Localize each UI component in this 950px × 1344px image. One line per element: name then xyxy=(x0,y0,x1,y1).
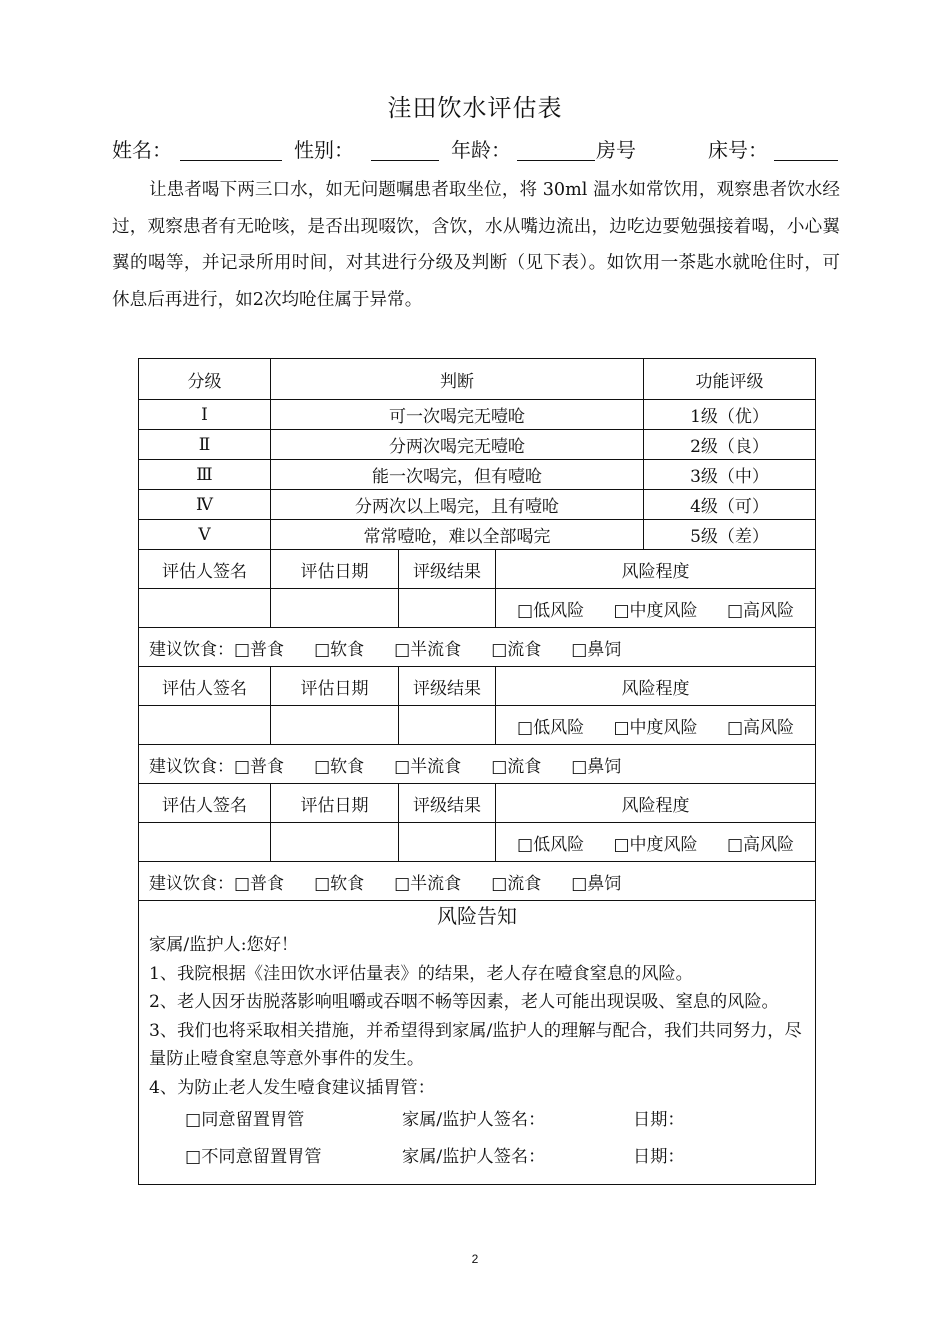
rating-result-header: 评级结果 xyxy=(399,667,496,706)
diet-regular-checkbox[interactable]: □普食 xyxy=(234,873,285,894)
evaluator-signature-header: 评估人签名 xyxy=(139,784,271,823)
date-label: 日期： xyxy=(633,1147,685,1167)
diet-semi-liquid-checkbox[interactable]: □半流食 xyxy=(394,639,462,660)
room-label: 房号 xyxy=(596,138,636,162)
age-label: 年龄： xyxy=(451,138,511,162)
header-function-rating: 功能评级 xyxy=(644,359,816,400)
header-judgment: 判断 xyxy=(271,359,644,400)
grade-cell: Ⅰ xyxy=(139,400,271,430)
high-risk-checkbox[interactable]: □高风险 xyxy=(726,717,795,738)
grading-row xyxy=(139,400,816,430)
diet-recommendation-row xyxy=(139,628,816,667)
risk-level-header: 风险程度 xyxy=(496,784,816,823)
risk-notice-row xyxy=(139,901,816,1185)
low-risk-checkbox[interactable]: □低风险 xyxy=(517,600,585,621)
rating-result-header: 评级结果 xyxy=(399,550,496,589)
evaluation-date-field[interactable] xyxy=(271,823,399,862)
evaluator-signature-header: 评估人签名 xyxy=(139,667,271,706)
grading-row xyxy=(139,430,816,460)
judgment-cell: 分两次喝完无噎呛 xyxy=(271,430,644,460)
notice-item: 4、为防止老人发生噎食建议插胃管： xyxy=(149,1077,435,1098)
evaluator-signature-field[interactable] xyxy=(139,823,271,862)
grade-cell: Ⅱ xyxy=(139,430,271,460)
bed-label: 床号： xyxy=(708,138,768,162)
diet-label: 建议饮食： xyxy=(149,756,234,777)
grade-cell: Ⅲ xyxy=(139,460,271,490)
assessment-table xyxy=(138,358,816,1185)
risk-level-header: 风险程度 xyxy=(496,550,816,589)
header-grade: 分级 xyxy=(139,359,271,400)
grading-row xyxy=(139,460,816,490)
diet-soft-checkbox[interactable]: □软食 xyxy=(314,873,365,894)
evaluation-entry-row xyxy=(139,706,816,745)
medium-risk-checkbox[interactable]: □中度风险 xyxy=(613,834,698,855)
low-risk-checkbox[interactable]: □低风险 xyxy=(517,834,585,855)
diet-recommendation-cell xyxy=(139,745,816,784)
risk-level-header: 风险程度 xyxy=(496,667,816,706)
evaluation-date-header: 评估日期 xyxy=(271,550,399,589)
diet-recommendation-row xyxy=(139,745,816,784)
grade-cell: Ⅳ xyxy=(139,490,271,520)
consent-row-agree xyxy=(149,1102,805,1139)
judgment-cell: 分两次以上喝完，且有噎呛 xyxy=(271,490,644,520)
diet-nasal-feeding-checkbox[interactable]: □鼻饲 xyxy=(571,756,622,777)
diet-regular-checkbox[interactable]: □普食 xyxy=(234,639,285,660)
diet-soft-checkbox[interactable]: □软食 xyxy=(314,639,365,660)
diet-soft-checkbox[interactable]: □软食 xyxy=(314,756,365,777)
medium-risk-checkbox[interactable]: □中度风险 xyxy=(613,717,698,738)
risk-notice-title: 风险告知 xyxy=(437,904,518,928)
diet-nasal-feeding-checkbox[interactable]: □鼻饲 xyxy=(571,639,622,660)
notice-item: 2、老人因牙齿脱落影响咀嚼或吞咽不畅等因素，老人可能出现误吸、窒息的风险。 xyxy=(149,992,779,1012)
evaluation-entry-row xyxy=(139,823,816,862)
evaluator-signature-field[interactable] xyxy=(139,589,271,628)
notice-greeting: 家属/监护人:您好！ xyxy=(149,935,299,955)
medium-risk-checkbox[interactable]: □中度风险 xyxy=(613,600,698,621)
grading-row xyxy=(139,520,816,550)
diet-recommendation-cell xyxy=(139,628,816,667)
age-field[interactable] xyxy=(517,160,595,161)
diet-label: 建议饮食： xyxy=(149,639,234,660)
instructions-paragraph: 让患者喝下两三口水，如无问题嘱患者取坐位，将 30ml 温水如常饮用，观察患者饮水经过，观察患者有无呛咳，是否出现啜饮，含饮，水从嘴边流出，边吃边要勉强接着喝，小心翼翼的喝等，并记录所用时间，对其进行分级及判断（见下表）。如饮用一茶匙水就呛住时，可休息后再进行，如2次均呛住属于异常。 xyxy=(112,180,840,310)
diet-regular-checkbox[interactable]: □普食 xyxy=(234,756,285,777)
high-risk-checkbox[interactable]: □高风险 xyxy=(726,600,795,621)
diet-liquid-checkbox[interactable]: □流食 xyxy=(491,873,542,894)
rating-cell: 1级（优） xyxy=(644,400,816,430)
grading-header-row xyxy=(139,359,816,400)
diet-liquid-checkbox[interactable]: □流食 xyxy=(491,639,542,660)
risk-notice-cell xyxy=(139,901,816,1185)
diet-recommendation-row xyxy=(139,862,816,901)
evaluation-date-header: 评估日期 xyxy=(271,784,399,823)
risk-level-options xyxy=(496,823,816,862)
evaluator-signature-header: 评估人签名 xyxy=(139,550,271,589)
diet-semi-liquid-checkbox[interactable]: □半流食 xyxy=(394,873,462,894)
name-field[interactable] xyxy=(180,160,282,161)
page-title: 洼田饮水评估表 xyxy=(387,94,563,122)
diet-recommendation-cell xyxy=(139,862,816,901)
page-number: 2 xyxy=(471,1252,479,1266)
evaluation-header-row xyxy=(139,667,816,706)
high-risk-checkbox[interactable]: □高风险 xyxy=(726,834,795,855)
bed-field[interactable] xyxy=(774,160,838,161)
evaluation-header-row xyxy=(139,784,816,823)
rating-result-header: 评级结果 xyxy=(399,784,496,823)
disagree-tube-checkbox[interactable]: □不同意留置胃管 xyxy=(185,1147,322,1167)
rating-result-field[interactable] xyxy=(399,706,496,745)
notice-item: 1、我院根据《洼田饮水评估量表》的结果，老人存在噎食窒息的风险。 xyxy=(149,963,693,984)
rating-result-field[interactable] xyxy=(399,589,496,628)
evaluation-date-field[interactable] xyxy=(271,589,399,628)
name-label: 姓名： xyxy=(112,138,172,162)
low-risk-checkbox[interactable]: □低风险 xyxy=(517,717,585,738)
evaluation-date-header: 评估日期 xyxy=(271,667,399,706)
risk-level-options xyxy=(496,706,816,745)
judgment-cell: 可一次喝完无噎呛 xyxy=(271,400,644,430)
patient-info-line xyxy=(112,134,842,164)
agree-tube-checkbox[interactable]: □同意留置胃管 xyxy=(185,1110,305,1130)
evaluation-entry-row xyxy=(139,589,816,628)
date-label: 日期： xyxy=(633,1110,685,1130)
rating-cell: 5级（差） xyxy=(644,520,816,550)
diet-semi-liquid-checkbox[interactable]: □半流食 xyxy=(394,756,462,777)
guardian-signature-label: 家属/监护人签名： xyxy=(402,1110,546,1130)
consent-row-disagree xyxy=(149,1139,805,1176)
notice-item: 3、我们也将采取相关措施，并希望得到家属/监护人的理解与配合，我们共同努力，尽量防止噎食窒息等意外事件的发生。 xyxy=(149,1020,802,1069)
judgment-cell: 能一次喝完，但有噎呛 xyxy=(271,460,644,490)
evaluator-signature-field[interactable] xyxy=(139,706,271,745)
guardian-signature-label: 家属/监护人签名： xyxy=(402,1147,546,1167)
grading-row xyxy=(139,490,816,520)
rating-cell: 2级（良） xyxy=(644,430,816,460)
rating-cell: 3级（中） xyxy=(644,460,816,490)
diet-nasal-feeding-checkbox[interactable]: □鼻饲 xyxy=(571,873,622,894)
evaluation-date-field[interactable] xyxy=(271,706,399,745)
rating-result-field[interactable] xyxy=(399,823,496,862)
gender-label: 性别： xyxy=(294,138,354,162)
diet-label: 建议饮食： xyxy=(149,873,234,894)
grade-cell: Ⅴ xyxy=(139,520,271,550)
judgment-cell: 常常噎呛，难以全部喝完 xyxy=(271,520,644,550)
evaluation-header-row xyxy=(139,550,816,589)
gender-field[interactable] xyxy=(371,160,439,161)
rating-cell: 4级（可） xyxy=(644,490,816,520)
risk-level-options xyxy=(496,589,816,628)
diet-liquid-checkbox[interactable]: □流食 xyxy=(491,756,542,777)
